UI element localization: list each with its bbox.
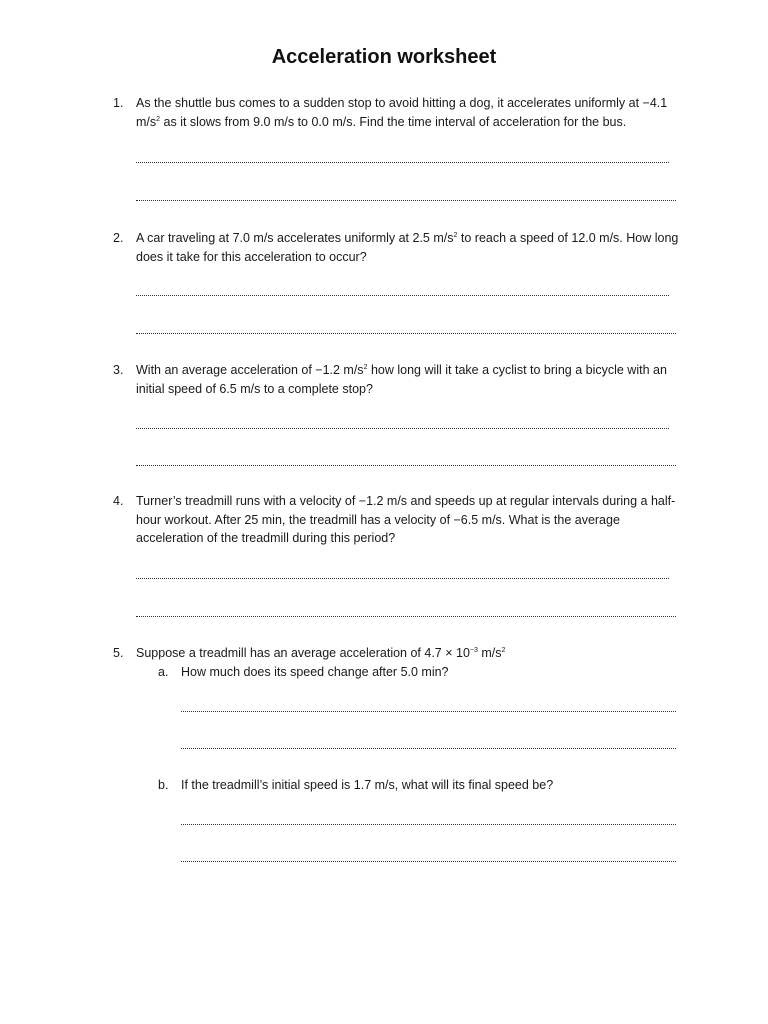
question-text: Turner’s treadmill runs with a velocity of −1.2 m/s and speeds up at regular intervals during a half-hour workout. After 25 min, the treadmill has a velocity of −6.5 m/s. What is the average acceleration of the treadmill during this period? — [136, 494, 676, 545]
question-text — [136, 361, 681, 398]
question-text-part: Suppose a treadmill has an average acceleration of 4.7 × 10 — [136, 646, 470, 660]
question-number: 2. — [113, 231, 124, 245]
question-number: 3. — [113, 363, 124, 377]
superscript: 2 — [501, 647, 506, 654]
question-number: 1. — [113, 96, 124, 110]
answer-line[interactable] — [136, 331, 676, 334]
answer-line[interactable] — [136, 160, 669, 163]
question-text — [136, 94, 681, 131]
sub-question-text: How much does its speed change after 5.0 min? — [181, 665, 449, 679]
question-text-part: to reach a speed of 12.0 m/s. How long does it take for this acceleration to occur? — [136, 231, 679, 264]
question-text-part: With an average acceleration of −1.2 m/s — [136, 363, 364, 377]
answer-line[interactable] — [181, 822, 676, 825]
sub-question-text: If the treadmill’s initial speed is 1.7 m/s, what will its final speed be? — [181, 778, 554, 792]
superscript: 2 — [156, 115, 161, 123]
question-text — [136, 644, 681, 663]
answer-line[interactable] — [136, 576, 669, 579]
question-number: 5. — [113, 646, 124, 660]
answer-line[interactable] — [136, 614, 676, 617]
answer-line[interactable] — [181, 746, 676, 749]
worksheet-title: Acceleration worksheet — [271, 46, 497, 68]
superscript: −3 — [469, 647, 478, 654]
question-text-part: as it slows from 9.0 m/s to 0.0 m/s. Find the time interval of acceleration for the bus. — [160, 114, 627, 129]
answer-line[interactable] — [181, 709, 676, 712]
superscript: 2 — [363, 364, 368, 371]
question-text-part: A car traveling at 7.0 m/s accelerates uniformly at 2.5 m/s — [136, 231, 454, 245]
answer-line[interactable] — [136, 198, 676, 201]
sub-question-label: a. — [158, 665, 169, 679]
question-number: 4. — [113, 494, 124, 508]
answer-line[interactable] — [181, 859, 676, 862]
answer-line[interactable] — [136, 293, 669, 296]
answer-line[interactable] — [136, 426, 669, 429]
question-text-part: As the shuttle bus comes to a sudden stop to avoid hitting a dog, it accelerates uniformly at −4.1 m/s — [136, 96, 668, 129]
question-text — [136, 229, 681, 266]
sub-question-label: b. — [158, 778, 169, 792]
question-text-part: m/s — [477, 646, 502, 660]
answer-line[interactable] — [136, 463, 676, 466]
question-text-part: how long will it take a cyclist to bring a bicycle with an initial speed of 6.5 m/s to a complete stop? — [136, 363, 667, 396]
superscript: 2 — [453, 232, 458, 239]
